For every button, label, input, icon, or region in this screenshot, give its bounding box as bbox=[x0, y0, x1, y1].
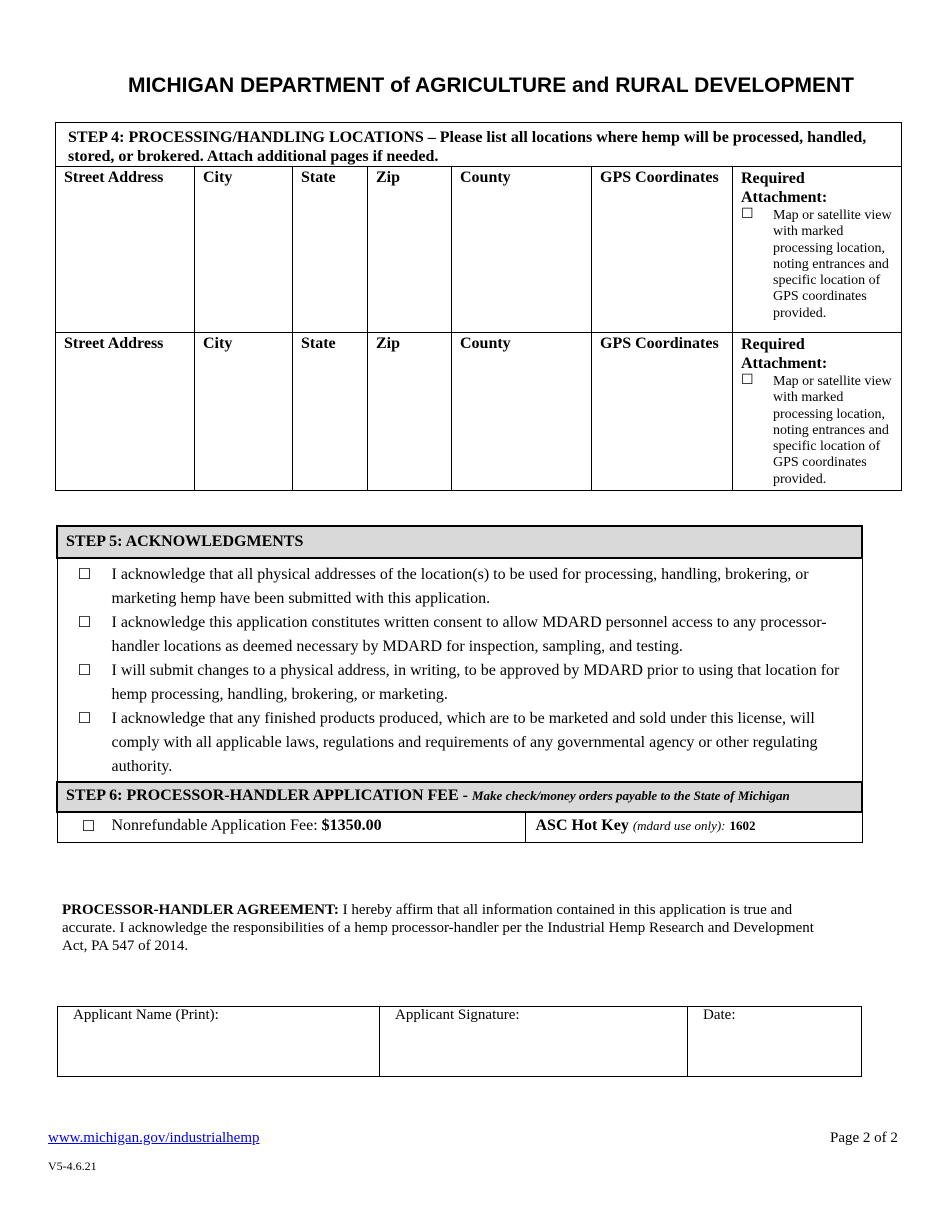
street-address-field[interactable]: Street Address bbox=[56, 333, 195, 491]
step4-locations-table bbox=[55, 122, 902, 491]
attachment-label: Attachment: bbox=[741, 189, 828, 206]
step4-header bbox=[56, 123, 902, 167]
step6-title: STEP 6: PROCESSOR-HANDLER APPLICATION FEE - bbox=[66, 787, 468, 804]
acknowledgment-checkbox[interactable]: ☐ bbox=[77, 711, 92, 727]
zip-field[interactable]: Zip bbox=[368, 167, 452, 333]
step4-title-line2: stored, or brokered. Attach additional pages if needed. bbox=[68, 148, 439, 165]
acknowledgments-fee-table bbox=[56, 525, 863, 843]
agreement-label: PROCESSOR-HANDLER AGREEMENT: bbox=[62, 902, 339, 918]
city-field[interactable]: City bbox=[195, 333, 293, 491]
applicant-signature-field[interactable] bbox=[380, 1007, 688, 1077]
acknowledgment-item bbox=[58, 611, 862, 659]
acknowledgment-text: I acknowledge that all physical addresses of the location(s) to be used for processing, handling, brokering, or marketing hemp have been submitted with this application. bbox=[111, 566, 809, 607]
county-field[interactable]: County bbox=[452, 167, 592, 333]
acknowledgment-text: I acknowledge that any finished products produced, which are to be marketed and sold under this license, will comply with all applicable laws, regulations and requirements of any governmental agency or other regulating authority. bbox=[111, 710, 818, 775]
asc-hotkey-cell bbox=[525, 812, 862, 842]
applicant-signature-label: Applicant Signature: bbox=[395, 1007, 520, 1023]
page-title: MICHIGAN DEPARTMENT of AGRICULTURE and RURAL DEVELOPMENT bbox=[127, 74, 855, 97]
applicant-name-field[interactable] bbox=[58, 1007, 380, 1077]
required-label: Required bbox=[741, 170, 805, 187]
required-attachment-title bbox=[741, 169, 893, 207]
attachment-checkbox[interactable]: ☐ bbox=[741, 207, 754, 222]
acknowledgment-item bbox=[58, 659, 862, 707]
step4-title-line1: STEP 4: PROCESSING/HANDLING LOCATIONS – Please list all locations where hemp will be processed, handled, bbox=[68, 129, 867, 146]
step5-header: STEP 5: ACKNOWLEDGMENTS bbox=[57, 526, 862, 558]
step6-header bbox=[57, 782, 862, 812]
county-field[interactable]: County bbox=[452, 333, 592, 491]
hotkey-label: ASC Hot Key bbox=[535, 817, 629, 834]
fee-amount: $1350.00 bbox=[321, 817, 382, 834]
location-row-2 bbox=[56, 333, 902, 491]
date-label: Date: bbox=[703, 1007, 736, 1023]
hotkey-value: 1602 bbox=[729, 818, 756, 833]
date-field[interactable] bbox=[688, 1007, 862, 1077]
version-number: V5-4.6.21 bbox=[48, 1159, 97, 1173]
required-attachment-cell bbox=[733, 167, 902, 333]
acknowledgment-checkbox[interactable]: ☐ bbox=[77, 663, 92, 679]
page-number: Page 2 of 2 bbox=[830, 1130, 898, 1146]
acknowledgment-checkbox[interactable]: ☐ bbox=[77, 615, 92, 631]
acknowledgment-checkbox[interactable]: ☐ bbox=[77, 567, 92, 583]
required-label: Required bbox=[741, 336, 805, 353]
city-field[interactable]: City bbox=[195, 167, 293, 333]
fee-checkbox[interactable]: ☐ bbox=[81, 819, 96, 835]
street-address-field[interactable]: Street Address bbox=[56, 167, 195, 333]
zip-field[interactable]: Zip bbox=[368, 333, 452, 491]
attachment-checkbox[interactable]: ☐ bbox=[741, 373, 754, 388]
acknowledgment-item bbox=[58, 707, 862, 779]
signature-table bbox=[57, 1006, 862, 1077]
application-fee-cell bbox=[57, 812, 525, 842]
gps-coordinates-field[interactable]: GPS Coordinates bbox=[592, 167, 733, 333]
state-field[interactable]: State bbox=[293, 333, 368, 491]
acknowledgment-text: I will submit changes to a physical address, in writing, to be approved by MDARD prior to using that location for hemp processing, handling, brokering, or marketing. bbox=[111, 662, 840, 703]
state-field[interactable]: State bbox=[293, 167, 368, 333]
attachment-description: Map or satellite view with marked processing location, noting entrances and specific location of GPS coordinates provided. bbox=[773, 374, 892, 487]
fee-label: Nonrefundable Application Fee: bbox=[111, 817, 318, 834]
location-row-1 bbox=[56, 167, 902, 333]
attachment-description: Map or satellite view with marked processing location, noting entrances and specific location of GPS coordinates provided. bbox=[773, 208, 892, 321]
required-attachment-cell bbox=[733, 333, 902, 491]
step6-payment-note: Make check/money orders payable to the State of Michigan bbox=[471, 788, 790, 803]
industrial-hemp-link[interactable]: www.michigan.gov/industrialhemp bbox=[48, 1130, 260, 1146]
hotkey-note: (mdard use only): bbox=[632, 818, 726, 833]
acknowledgment-list bbox=[57, 558, 862, 782]
gps-coordinates-field[interactable]: GPS Coordinates bbox=[592, 333, 733, 491]
acknowledgment-text: I acknowledge this application constitutes written consent to allow MDARD personnel access to any processor-handler locations as deemed necessary by MDARD for inspection, sampling, and testing. bbox=[111, 614, 827, 655]
processor-handler-agreement bbox=[62, 901, 842, 955]
applicant-name-label: Applicant Name (Print): bbox=[73, 1007, 219, 1023]
attachment-label: Attachment: bbox=[741, 355, 828, 372]
acknowledgment-item bbox=[58, 563, 862, 611]
required-attachment-title bbox=[741, 335, 893, 373]
agreement-text: I hereby affirm that all information contained in this application is true and accurate. I acknowledge the responsibilities of a hemp processor-handler per the Industrial Hemp Research and Development Act, PA 547 of 2014. bbox=[62, 902, 814, 954]
